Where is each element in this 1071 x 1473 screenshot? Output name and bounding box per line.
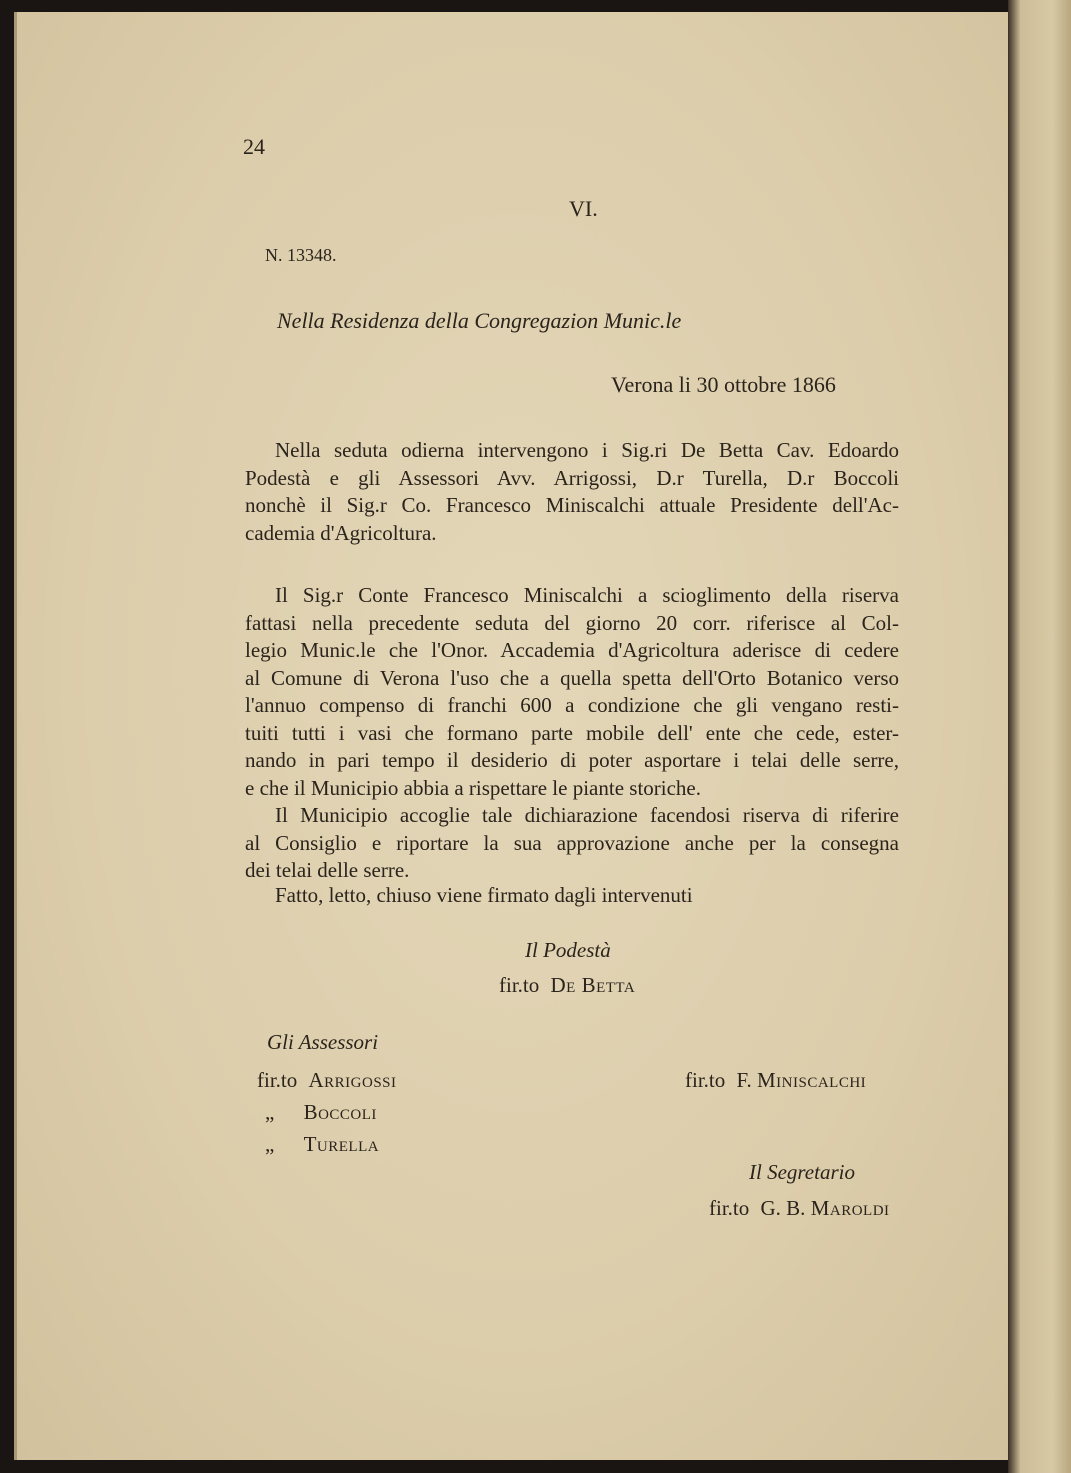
book-page bbox=[14, 12, 1013, 1460]
ditto-mark: „ bbox=[265, 1100, 275, 1124]
paragraph-line: legio Munic.le che l'Onor. Accademia d'Agricoltura aderisce di cedere bbox=[245, 638, 899, 662]
paragraph-line: Podestà e gli Assessori Avv. Arrigossi, D.r Turella, D.r Boccoli bbox=[245, 465, 899, 490]
paragraph-line: dei telai delle serre. bbox=[245, 858, 410, 882]
secretary-signature bbox=[709, 1198, 890, 1219]
next-page-edge bbox=[1008, 0, 1071, 1473]
place-date: Verona li 30 ottobre 1866 bbox=[611, 372, 836, 397]
signature-prefix: fir.to bbox=[685, 1068, 726, 1092]
podesta-title: Il Podestà bbox=[525, 938, 611, 962]
section-numeral: VI. bbox=[569, 196, 598, 221]
paragraph-line: l'annuo compenso di franchi 600 a condizione che gli vengano resti- bbox=[245, 693, 899, 717]
heading-text: Nella Residenza della Congregazion Munic.le bbox=[277, 308, 682, 333]
signature-prefix: fir.to bbox=[709, 1196, 750, 1220]
president-signature bbox=[685, 1070, 866, 1091]
paragraph-line: tuiti tutti i vasi che formano parte mobile dell' ente che cede, ester- bbox=[245, 720, 899, 745]
secretary-initials: G. B. bbox=[760, 1196, 806, 1220]
secretary-title: Il Segretario bbox=[749, 1160, 855, 1184]
assessor-name: Boccoli bbox=[303, 1100, 377, 1124]
podesta-name: De Betta bbox=[550, 973, 636, 997]
assessor-signature bbox=[257, 1070, 397, 1091]
paragraph-line: e che il Municipio abbia a rispettare le piante storiche. bbox=[245, 775, 701, 800]
signature-prefix: fir.to bbox=[499, 973, 540, 997]
assessor-signature bbox=[265, 1134, 379, 1155]
paragraph-line: nando in pari tempo il desiderio di poter asportare i telai delle serre, bbox=[245, 748, 899, 772]
secretary-name: Maroldi bbox=[810, 1196, 890, 1220]
assessor-signature bbox=[265, 1102, 377, 1123]
page-number: 24 bbox=[243, 134, 265, 159]
paragraph-line: al Comune di Verona l'uso che a quella spetta dell'Orto Botanico verso bbox=[245, 665, 899, 690]
paragraph-proposal bbox=[245, 582, 899, 802]
paragraph-line: al Consiglio e riportare la sua approvazione anche per la consegna bbox=[245, 830, 899, 855]
paragraph-line: Il Municipio accoglie tale dichiarazione facendosi riserva di riferire bbox=[275, 803, 899, 827]
assessori-title: Gli Assessori bbox=[267, 1030, 379, 1054]
paragraph-line: nonchè il Sig.r Co. Francesco Miniscalchi attuale Presidente dell'Ac- bbox=[245, 493, 899, 517]
assessor-name: Arrigossi bbox=[308, 1068, 397, 1092]
paragraph-line: Nella seduta odierna intervengono i Sig.ri De Betta Cav. Edoardo bbox=[275, 438, 899, 462]
assessor-name: Turella bbox=[303, 1132, 380, 1156]
paragraph-line: Il Sig.r Conte Francesco Miniscalchi a scioglimento della riserva bbox=[275, 583, 899, 607]
president-name: Miniscalchi bbox=[757, 1068, 867, 1092]
president-initial: F. bbox=[736, 1068, 752, 1092]
ditto-mark: „ bbox=[265, 1132, 275, 1156]
document-heading bbox=[277, 310, 681, 332]
paragraph-attendees bbox=[245, 437, 899, 547]
closing-line: Fatto, letto, chiuso viene firmato dagli intervenuti bbox=[275, 883, 693, 907]
podesta-signature bbox=[499, 975, 635, 996]
paragraph-line: cademia d'Agricoltura. bbox=[245, 520, 437, 545]
signature-prefix: fir.to bbox=[257, 1068, 298, 1092]
protocol-number: N. 13348. bbox=[265, 245, 337, 265]
paragraph-line: fattasi nella precedente seduta del giorno 20 corr. riferisce al Col- bbox=[245, 610, 899, 635]
paragraph-acceptance bbox=[245, 802, 899, 885]
